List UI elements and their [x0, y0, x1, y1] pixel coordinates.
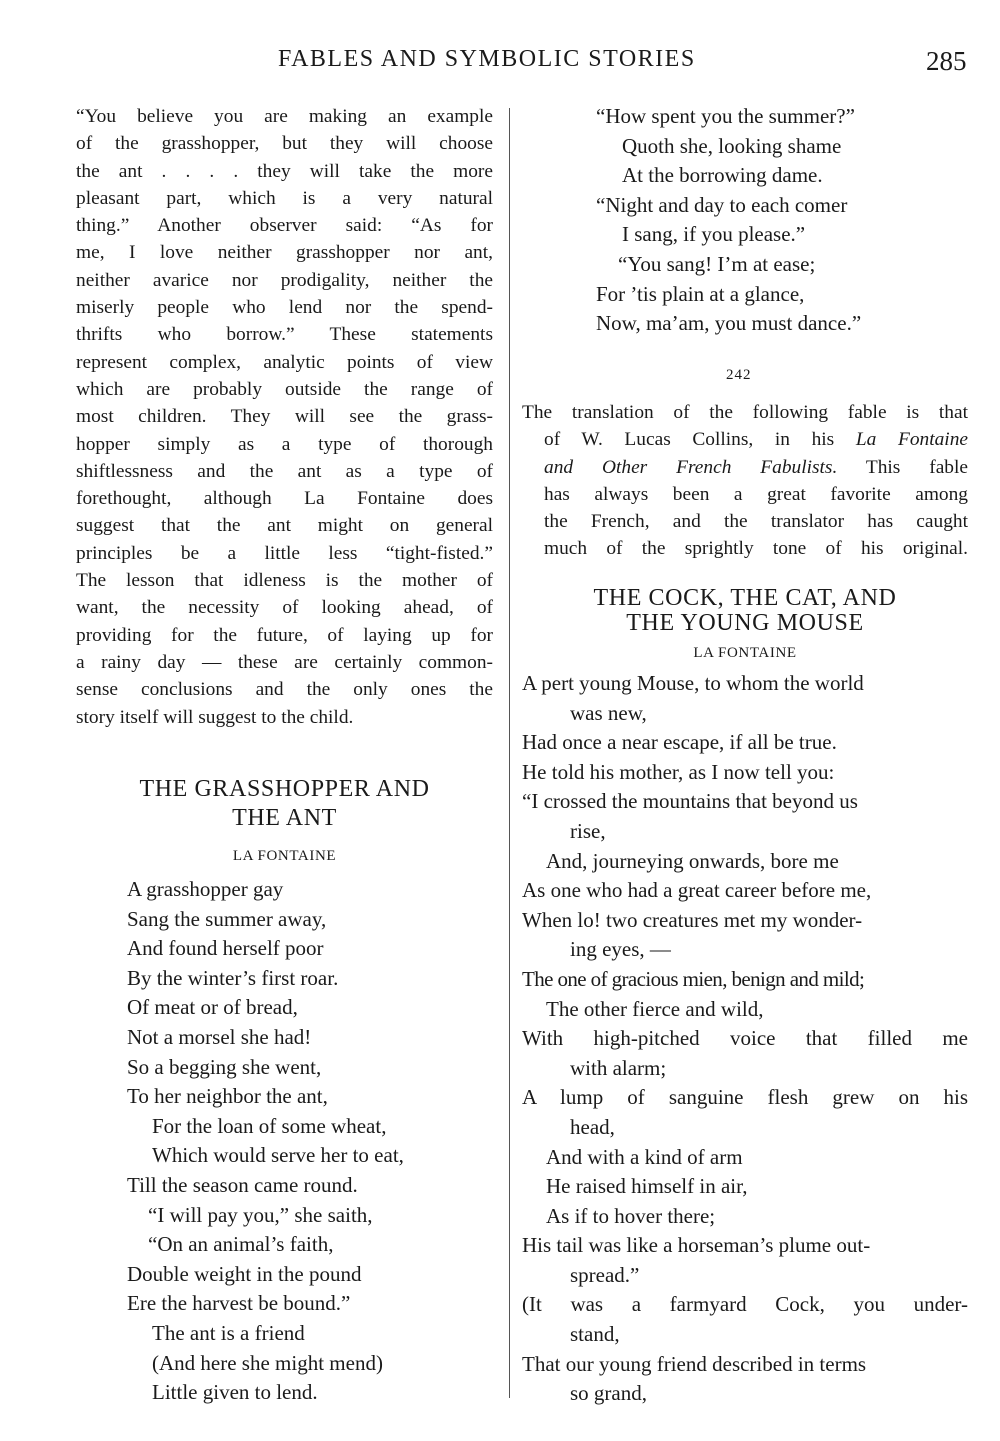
page-number: 285	[926, 46, 967, 76]
text-line: suggest that the ant might on general	[76, 515, 493, 537]
verse-line: When lo! two creatures met my wonder-	[522, 907, 863, 932]
text-line: thrifts who borrow.” These statements	[76, 324, 493, 346]
verse-line: He raised himself in air,	[546, 1174, 748, 1199]
text-line: much of the sprightly tone of his original.	[544, 538, 968, 560]
verse-line: Had once a near escape, if all be true.	[522, 730, 837, 755]
text-line: sense conclusions and the only ones the	[76, 679, 493, 701]
verse-line: A pert young Mouse, to whom the world	[522, 671, 864, 695]
fable2-title	[522, 585, 968, 637]
verse-line: And, journeying onwards, bore me	[546, 848, 839, 873]
verse-line: ing eyes, —	[570, 937, 671, 962]
book-title-italic: La Fontaine	[855, 429, 968, 451]
text-line: want, the necessity of looking ahead, of	[76, 597, 493, 619]
verse-line: With high-pitched voice that filled me	[522, 1026, 968, 1051]
verse-line: At the borrowing dame.	[622, 163, 823, 188]
verse-line: “Night and day to each comer	[596, 192, 848, 217]
fable-title-line: THE YOUNG MOUSE	[626, 610, 864, 636]
poem-grasshopper-continued	[596, 102, 861, 339]
verse-line: For the loan of some wheat,	[152, 1113, 387, 1138]
verse-line: stand,	[570, 1322, 620, 1347]
verse-line: As if to hover there;	[546, 1203, 716, 1228]
text-line: pleasant part, which is a very natural	[76, 187, 493, 209]
column-divider	[509, 108, 510, 1398]
text-line: neither avarice nor prodigality, neither the	[76, 269, 493, 291]
verse-line: (It was a farmyard Cock, you under-	[522, 1292, 968, 1317]
text-line: The translation of the following fable is that	[522, 402, 968, 423]
verse-line: So a begging she went,	[127, 1054, 322, 1079]
note-text: This fable	[837, 456, 968, 478]
verse-line: “I crossed the mountains that beyond us	[522, 789, 858, 814]
fable-author: LA FONTAINE	[232, 848, 337, 864]
verse-line: Which would serve her to eat,	[152, 1143, 404, 1168]
verse-line: A lump of sanguine flesh grew on his	[522, 1085, 968, 1110]
running-title: FABLES AND SYMBOLIC STORIES	[278, 46, 696, 72]
verse-line: He told his mother, as I now tell you:	[522, 759, 835, 784]
verse-line: Little given to lend.	[152, 1380, 318, 1405]
text-line: hopper simply as a type of thorough	[76, 433, 493, 455]
verse-line: A grasshopper gay	[127, 877, 284, 901]
fable-title-line: THE GRASSHOPPER AND	[139, 776, 430, 802]
text-line: thing.” Another observer said: “As for	[76, 215, 493, 237]
verse-line: The one of gracious mien, benign and mild;	[522, 966, 865, 991]
text-line: which are probably outside the range of	[76, 378, 493, 400]
commentary-paragraph	[76, 103, 493, 731]
fable-title	[76, 776, 493, 832]
text-line: shiftlessness and the ant as a type of	[76, 460, 493, 482]
verse-line: I sang, if you please.”	[622, 222, 806, 247]
verse-line: “You sang! I’m at ease;	[618, 251, 816, 276]
fable-title-line: THE ANT	[232, 805, 337, 831]
verse-line: with alarm;	[570, 1055, 667, 1080]
text-line: providing for the future, of laying up for	[76, 624, 493, 646]
text-line: of the grasshopper, but they will choose	[76, 133, 493, 155]
verse-line: That our young friend described in terms	[522, 1351, 867, 1376]
verse-line: Quoth she, looking shame	[622, 133, 842, 158]
verse-line: Of meat or of bread,	[127, 995, 298, 1020]
verse-line: Not a morsel she had!	[127, 1024, 312, 1049]
verse-line: To her neighbor the ant,	[127, 1084, 328, 1109]
fable2-author: LA FONTAINE	[693, 645, 797, 661]
text-line: most children. They will see the grass-	[76, 406, 493, 428]
verse-line: spread.”	[570, 1262, 640, 1287]
poem-cock-cat-mouse	[522, 669, 968, 1409]
translation-note	[522, 399, 968, 563]
text-line: principles be a little less “tight-fisted.”	[76, 542, 493, 564]
verse-line: For ’tis plain at a glance,	[596, 281, 805, 306]
verse-line: head,	[570, 1114, 615, 1139]
text-line: me, I love neither grasshopper nor ant,	[76, 242, 493, 264]
book-title-italic: and Other French Fabulists.	[544, 456, 838, 478]
verse-line: The other fierce and wild,	[546, 996, 764, 1021]
verse-line: The ant is a friend	[152, 1320, 305, 1345]
verse-line: “I will pay you,” she saith,	[148, 1202, 373, 1227]
verse-line: And with a kind of arm	[546, 1144, 743, 1169]
verse-line: And found herself poor	[127, 936, 324, 961]
text-line: forethought, although La Fontaine does	[76, 488, 493, 510]
text-line: has always been a great favorite among	[544, 483, 968, 505]
text-line: a rainy day — these are certainly common-	[76, 651, 493, 673]
fable-number: 242	[726, 367, 752, 383]
verse-line: Sang the summer away,	[127, 906, 327, 931]
text-line: represent complex, analytic points of view	[76, 351, 493, 373]
text-line: The lesson that idleness is the mother of	[76, 570, 493, 592]
verse-line: Double weight in the pound	[127, 1261, 362, 1286]
text-line: the ant . . . . they will take the more	[76, 160, 493, 182]
text-line	[522, 426, 968, 453]
note-text: of W. Lucas Collins, in his	[544, 429, 856, 451]
verse-line: “How spent you the summer?”	[596, 104, 855, 128]
verse-line: Now, ma’am, you must dance.”	[596, 311, 862, 336]
fable-title-line: THE COCK, THE CAT, AND	[593, 585, 897, 611]
verse-line: By the winter’s first roar.	[127, 965, 339, 990]
verse-line: so grand,	[570, 1381, 647, 1406]
verse-line: “On an animal’s faith,	[148, 1232, 334, 1257]
verse-line: As one who had a great career before me,	[522, 878, 872, 903]
verse-line: Till the season came round.	[127, 1172, 358, 1197]
text-line: “You believe you are making an example	[76, 106, 493, 127]
verse-line: His tail was like a horseman’s plume out-	[522, 1233, 871, 1258]
text-line	[522, 454, 968, 481]
verse-line: Ere the harvest be bound.”	[127, 1291, 351, 1316]
verse-line: rise,	[570, 818, 606, 843]
verse-line: (And here she might mend)	[152, 1350, 383, 1375]
verse-line: was new,	[570, 700, 647, 725]
text-line: story itself will suggest to the child.	[76, 706, 354, 728]
text-line: miserly people who lend nor the spend-	[76, 297, 493, 319]
text-line: the French, and the translator has caught	[544, 511, 968, 533]
poem-grasshopper	[127, 875, 404, 1408]
